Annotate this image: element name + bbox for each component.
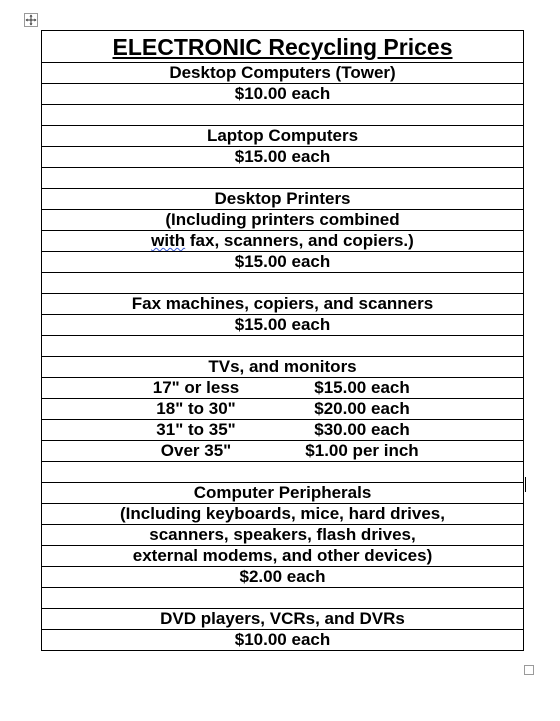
item-heading-fax-machines[interactable]: Fax machines, copiers, and scanners [42,294,524,315]
empty-cell[interactable] [42,336,524,357]
item-price-desktop-printers[interactable]: $15.00 each [42,252,524,273]
table-row [42,609,524,630]
tv-size-label: Over 35" [160,441,232,460]
tv-size-label: 17" or less [152,378,240,397]
tv-size-line [42,399,523,419]
text-cursor [525,477,526,492]
item-heading-laptop-computers[interactable]: Laptop Computers [42,126,524,147]
table-row [42,567,524,588]
table-move-handle-icon[interactable] [24,13,38,27]
table-row [42,147,524,168]
tv-size-line [42,378,523,398]
item-note-peripherals-3[interactable]: external modems, and other devices) [42,546,524,567]
empty-cell[interactable] [42,105,524,126]
table-row [42,294,524,315]
table-row [42,126,524,147]
tv-size-price: $1.00 per inch [305,441,419,460]
tv-size-cell[interactable] [42,378,524,399]
item-note-peripherals-1[interactable]: (Including keyboards, mice, hard drives, [42,504,524,525]
tv-size-label: 18" to 30" [156,399,236,418]
tv-size-price: $20.00 each [314,399,410,418]
item-note-peripherals-2[interactable]: scanners, speakers, flash drives, [42,525,524,546]
table-row-empty [42,168,524,189]
tv-size-line [42,441,523,461]
item-note-desktop-printers-1[interactable]: (Including printers combined [42,210,524,231]
table-row [42,210,524,231]
item-price-desktop-computers[interactable]: $10.00 each [42,84,524,105]
item-price-laptop-computers[interactable]: $15.00 each [42,147,524,168]
item-heading-desktop-printers[interactable]: Desktop Printers [42,189,524,210]
item-price-fax-machines[interactable]: $15.00 each [42,315,524,336]
empty-cell[interactable] [42,462,524,483]
tv-size-cell[interactable] [42,420,524,441]
table-row [42,483,524,504]
item-heading-computer-peripherals[interactable]: Computer Peripherals [42,483,524,504]
tv-size-cell[interactable] [42,441,524,462]
item-heading-desktop-computers[interactable]: Desktop Computers (Tower) [42,63,524,84]
item-note-text: fax, scanners, and copiers.) [185,231,414,250]
table-row [42,378,524,399]
table-row [42,231,524,252]
document-title[interactable]: ELECTRONIC Recycling Prices [42,31,524,63]
tv-size-line [42,420,523,440]
table-resize-handle[interactable] [524,665,534,675]
table-row-empty [42,462,524,483]
table-row-empty [42,273,524,294]
table-row [42,189,524,210]
table-row-empty [42,336,524,357]
item-heading-tvs-monitors[interactable]: TVs, and monitors [42,357,524,378]
table-row [42,504,524,525]
table-row [42,31,524,63]
tv-size-cell[interactable] [42,399,524,420]
table-row [42,630,524,651]
empty-cell[interactable] [42,273,524,294]
table-row-empty [42,588,524,609]
tv-size-price: $15.00 each [314,378,410,397]
tv-size-price: $30.00 each [314,420,410,439]
table-row [42,546,524,567]
table-row [42,441,524,462]
item-note-desktop-printers-2[interactable] [42,231,524,252]
table-row [42,63,524,84]
table-row [42,84,524,105]
table-row [42,399,524,420]
empty-cell[interactable] [42,168,524,189]
table-row [42,252,524,273]
item-price-dvd-players[interactable]: $10.00 each [42,630,524,651]
table-row [42,525,524,546]
tv-size-label: 31" to 35" [156,420,236,439]
table-row [42,357,524,378]
item-heading-dvd-players[interactable]: DVD players, VCRs, and DVRs [42,609,524,630]
empty-cell[interactable] [42,588,524,609]
table-row [42,420,524,441]
recycling-price-table [41,30,524,651]
table-row-empty [42,105,524,126]
misspelling-flagged-word[interactable]: with [151,231,186,250]
table-row [42,315,524,336]
item-price-peripherals[interactable]: $2.00 each [42,567,524,588]
